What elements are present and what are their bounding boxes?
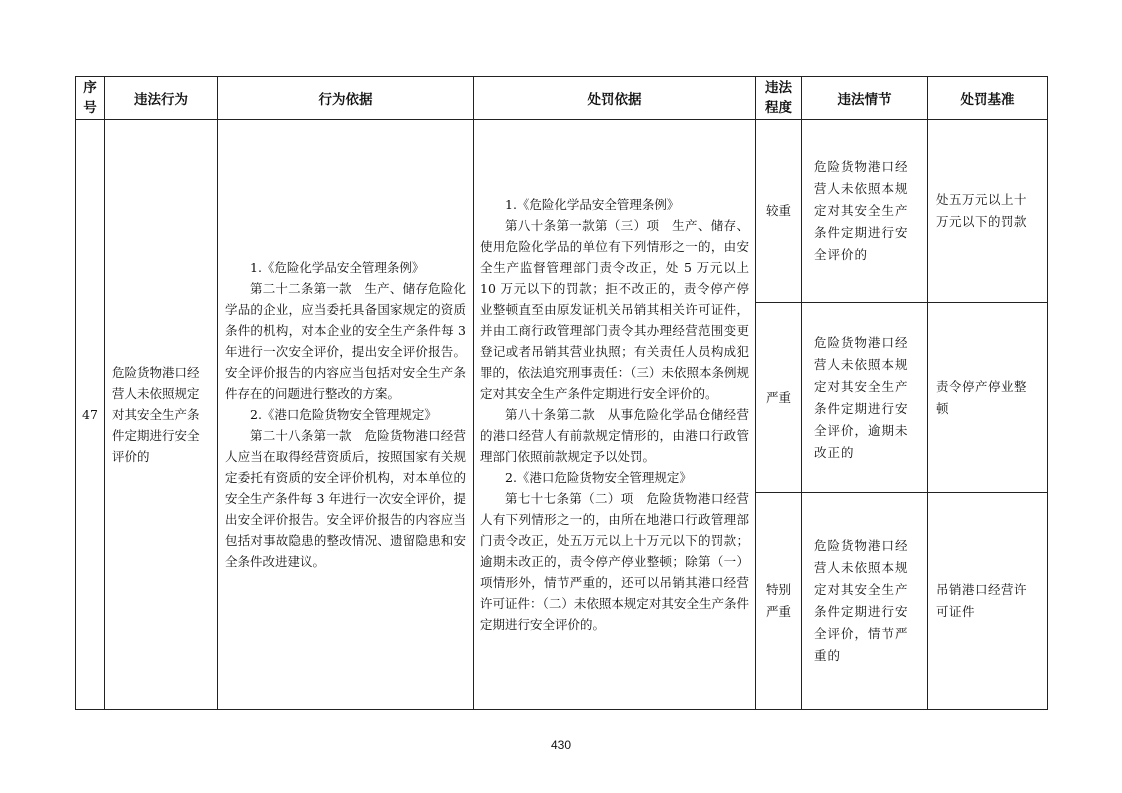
- penalty-standard-table: [75, 76, 1048, 710]
- circumstance-level-2: 危险货物港口经营人未依照本规定对其安全生产条件定期进行安全评价，逾期未改正的: [802, 303, 928, 493]
- standard-level-2: 责令停产停业整顿: [928, 303, 1048, 493]
- basis-law-2-text: 第二十八条第一款 危险货物港口经营人应当在取得经营资质后，按照国家有关规定委托有资质的安全评价机构，对本单位的安全生产条件每 3 年进行一次安全评价，提出安全评价报告。安全评价报告的内容应当包括对事故隐患的整改情况、遗留隐患和安全条件改进建议。: [225, 428, 466, 569]
- header-no: 序 号: [76, 77, 105, 120]
- row-number: 47: [76, 120, 105, 710]
- header-standard: 处罚基准: [928, 77, 1048, 120]
- header-act: 违法行为: [105, 77, 218, 120]
- header-basis: 行为依据: [218, 77, 474, 120]
- degree-level-2: 严重: [756, 303, 802, 493]
- table-row: [76, 120, 1048, 303]
- basis-law-1-title: 1.《危险化学品安全管理条例》: [250, 260, 425, 275]
- penalty-law-2-text: 第七十七条第（二）项 危险货物港口经营人有下列情形之一的，由所在地港口行政管理部门责令改正，处五万元以上十万元以下的罚款；逾期未改正的，责令停产停业整顿；除第（一）项情形外，情节严重的，还可以吊销其港口经营许可证件：（二）未依照本规定对其安全生产条件定期进行安全评价的。: [480, 491, 749, 632]
- penalty-law-1-text-a: 第八十条第一款第（三）项 生产、储存、使用危险化学品的单位有下列情形之一的，由安全生产监督管理部门责令改正，处 5 万元以上 10 万元以下的罚款；拒不改正的，责令停产停业整顿直至由原发证机关吊销其相关许可证件，并由工商行政管理部门责令其办理经营范围变更登记或者吊销其营业执照；有关责任人员构成犯罪的，依法追究刑事责任：（三）未依照本条例规定对其安全生产条件定期进行安全评价的。: [480, 218, 749, 401]
- basis-law-2-title: 2.《港口危险货物安全管理规定》: [250, 407, 437, 422]
- standard-level-1: 处五万元以上十万元以下的罚款: [928, 120, 1048, 303]
- violation-act: 危险货物港口经营人未依照规定对其安全生产条件定期进行安全评价的: [105, 120, 218, 710]
- page-number: 430: [550, 738, 572, 752]
- circumstance-level-1: 危险货物港口经营人未依照本规定对其安全生产条件定期进行安全评价的: [802, 120, 928, 303]
- penalty-basis: [474, 120, 756, 710]
- penalty-law-1-text-b: 第八十条第二款 从事危险化学品仓储经营的港口经营人有前款规定情形的，由港口行政管理部门依照前款规定予以处罚。: [480, 407, 749, 464]
- basis-law-1-text: 第二十二条第一款 生产、储存危险化学品的企业，应当委托具备国家规定的资质条件的机构，对本企业的安全生产条件每 3 年进行一次安全评价，提出安全评价报告。安全评价报告的内容应当包括对安全生产条件存在的问题进行整改的方案。: [225, 281, 466, 401]
- standard-level-3: 吊销港口经营许可证件: [928, 493, 1048, 710]
- degree-level-3: 特别 严重: [756, 493, 802, 710]
- circumstance-level-3: 危险货物港口经营人未依照本规定对其安全生产条件定期进行安全评价，情节严重的: [802, 493, 928, 710]
- header-penalty-basis: 处罚依据: [474, 77, 756, 120]
- penalty-law-1-title: 1.《危险化学品安全管理条例》: [505, 197, 680, 212]
- penalty-law-2-title: 2.《港口危险货物安全管理规定》: [505, 470, 692, 485]
- behavior-basis: [218, 120, 474, 710]
- table-header-row: [76, 77, 1048, 120]
- degree-level-1: 较重: [756, 120, 802, 303]
- header-circumstance: 违法情节: [802, 77, 928, 120]
- header-degree: 违法 程度: [756, 77, 802, 120]
